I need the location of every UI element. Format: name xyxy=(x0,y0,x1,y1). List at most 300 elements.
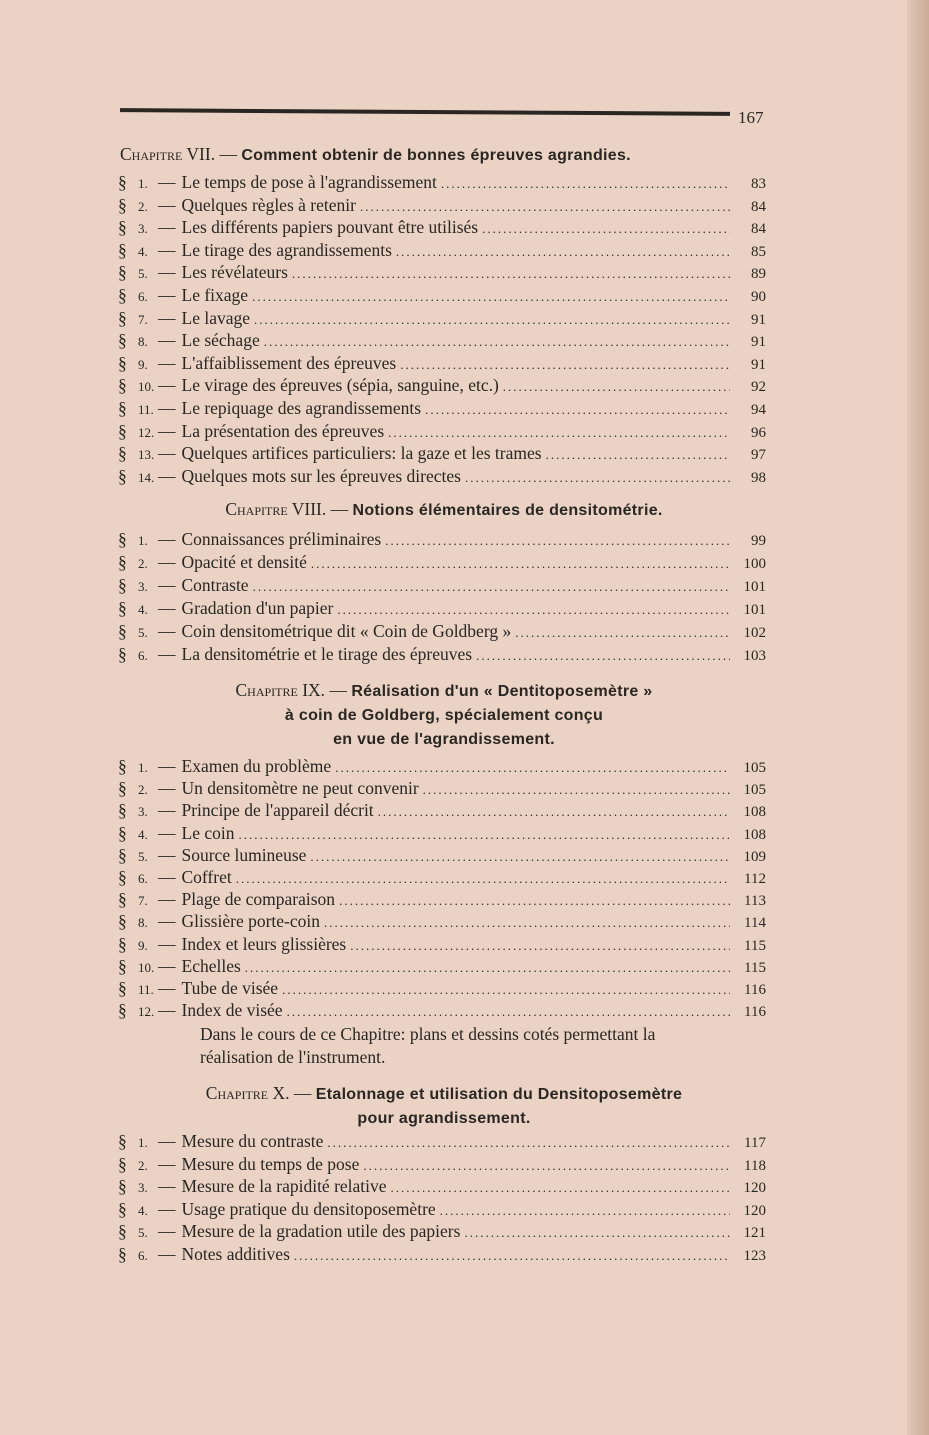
entry-number: 6. xyxy=(138,1247,148,1263)
entry-title: Le séchage xyxy=(181,330,260,351)
toc-entry[interactable] xyxy=(118,778,766,800)
leader-dots xyxy=(327,1135,730,1151)
leader-dots xyxy=(339,893,730,909)
section-symbol: § xyxy=(118,1153,127,1174)
section-symbol: § xyxy=(118,1243,127,1264)
entry-number: 3. xyxy=(138,1180,148,1196)
entry-title: Opacité et densité xyxy=(181,552,307,572)
toc-entry[interactable] xyxy=(118,552,766,575)
entry-dash: — xyxy=(158,1131,176,1151)
leader-dots xyxy=(350,938,730,954)
section-symbol: § xyxy=(118,1000,127,1021)
entry-page: 105 xyxy=(743,760,766,776)
entry-dash: — xyxy=(158,822,176,843)
toc-entry[interactable] xyxy=(118,466,766,489)
entry-page: 101 xyxy=(743,602,766,618)
header-rule xyxy=(120,108,730,116)
entry-dash: — xyxy=(158,443,176,464)
entry-page: 91 xyxy=(751,334,766,351)
section-symbol: § xyxy=(118,644,127,664)
toc-entry[interactable] xyxy=(118,529,766,552)
entry-dash: — xyxy=(158,598,176,618)
entry-page: 108 xyxy=(743,826,766,843)
entry-page: 101 xyxy=(743,579,766,595)
toc-entry[interactable] xyxy=(118,1131,766,1154)
section-symbol: § xyxy=(118,284,127,305)
entry-number: 11. xyxy=(138,981,154,997)
leader-dots xyxy=(324,915,730,931)
entry-number: 2. xyxy=(138,556,148,571)
entry-title: Examen du problème xyxy=(181,756,332,776)
leader-dots xyxy=(287,1004,730,1020)
entry-dash: — xyxy=(158,1243,176,1264)
entry-number: 14. xyxy=(138,469,155,485)
entry-title: Contraste xyxy=(181,575,249,595)
entry-title: Mesure du temps de pose xyxy=(181,1153,360,1174)
leader-dots xyxy=(396,244,730,260)
entry-title: Mesure de la gradation utile des papiers xyxy=(181,1221,461,1242)
entry-number: 2. xyxy=(138,1157,148,1173)
entry-page: 105 xyxy=(743,782,766,799)
entry-title: Le lavage xyxy=(181,307,250,328)
leader-dots xyxy=(363,1158,730,1174)
entry-dash: — xyxy=(158,217,176,238)
entry-title: Le repiquage des agrandissements xyxy=(181,397,422,418)
leader-dots xyxy=(425,402,730,418)
leader-dots xyxy=(294,1248,730,1264)
entry-dash: — xyxy=(158,194,176,215)
entry-dash: — xyxy=(158,330,176,351)
entry-dash: — xyxy=(158,1153,176,1174)
entry-page: 90 xyxy=(751,288,766,305)
section-symbol: § xyxy=(118,575,127,595)
toc-entry[interactable] xyxy=(118,800,766,822)
toc-entry[interactable] xyxy=(118,978,766,1000)
section-symbol: § xyxy=(118,217,127,238)
entry-number: 12. xyxy=(138,1004,155,1020)
toc-entry[interactable] xyxy=(118,956,766,978)
section-symbol: § xyxy=(118,194,127,215)
entry-title: Mesure de la rapidité relative xyxy=(181,1176,387,1197)
toc-entry[interactable] xyxy=(118,1244,766,1267)
toc-entry[interactable] xyxy=(118,1199,766,1222)
entry-title: Notes additives xyxy=(181,1243,290,1264)
toc-entry[interactable] xyxy=(118,1176,766,1199)
entry-dash: — xyxy=(158,977,176,998)
entry-number: 5. xyxy=(138,625,148,640)
toc-entry[interactable] xyxy=(118,867,766,889)
entry-number: 13. xyxy=(138,447,155,463)
toc-entry[interactable] xyxy=(118,889,766,911)
section-symbol: § xyxy=(118,955,127,976)
toc-entry[interactable] xyxy=(118,195,766,218)
chapter-heading xyxy=(120,143,768,167)
section-symbol: § xyxy=(118,1176,127,1197)
leader-dots xyxy=(388,425,730,441)
chapter-title: Comment obtenir de bonnes épreuves agrandies. xyxy=(241,147,631,164)
entry-title: Principe de l'appareil décrit xyxy=(181,800,374,821)
toc-entry[interactable] xyxy=(118,443,766,466)
leader-dots xyxy=(311,556,730,572)
toc-entry[interactable] xyxy=(118,330,766,353)
leader-dots xyxy=(476,648,730,664)
entry-dash: — xyxy=(158,172,176,192)
toc-entry[interactable] xyxy=(118,172,766,195)
entry-dash: — xyxy=(158,262,176,283)
entry-number: 7. xyxy=(138,893,148,909)
entry-title: Quelques artifices particuliers: la gaze et les trames xyxy=(181,443,542,464)
entry-page: 84 xyxy=(751,198,766,215)
leader-dots xyxy=(360,199,730,215)
entry-dash: — xyxy=(158,375,176,396)
chapter-heading xyxy=(120,1082,768,1130)
entry-page: 99 xyxy=(751,533,766,549)
section-symbol: § xyxy=(118,822,127,843)
leader-dots xyxy=(252,289,730,305)
entry-dash: — xyxy=(158,800,176,821)
section-symbol: § xyxy=(118,1198,127,1219)
entry-page: 102 xyxy=(743,625,766,641)
leader-dots xyxy=(282,982,730,998)
leader-dots xyxy=(546,447,730,463)
chapter-entries xyxy=(118,529,766,667)
chapter-heading-line xyxy=(120,679,768,703)
leader-dots xyxy=(292,266,730,282)
leader-dots xyxy=(515,625,730,641)
section-symbol: § xyxy=(118,330,127,351)
entry-page: 84 xyxy=(751,221,766,238)
toc-entry[interactable] xyxy=(118,598,766,621)
toc-entry[interactable] xyxy=(118,621,766,644)
leader-dots xyxy=(253,579,730,595)
entry-dash: — xyxy=(158,1000,176,1021)
chapter-label: Chapitre VII. xyxy=(120,144,216,164)
entry-dash: — xyxy=(158,575,176,595)
toc-entry[interactable] xyxy=(118,845,766,867)
entry-dash: — xyxy=(158,1176,176,1197)
toc-entry[interactable] xyxy=(118,823,766,845)
chapter-title: Etalonnage et utilisation du Densitoposemètre xyxy=(315,1086,683,1103)
toc-entry[interactable] xyxy=(118,308,766,331)
leader-dots xyxy=(464,1225,730,1241)
entry-number: 8. xyxy=(138,915,148,931)
entry-number: 3. xyxy=(138,804,148,820)
toc-entry[interactable] xyxy=(118,240,766,263)
section-symbol: § xyxy=(118,262,127,283)
entry-number: 2. xyxy=(138,198,148,214)
toc-entry[interactable] xyxy=(118,375,766,398)
entry-title: Glissière porte-coin xyxy=(181,911,320,932)
entry-title: Coin densitométrique dit « Coin de Goldberg » xyxy=(181,621,512,641)
entry-title: Connaissances préliminaires xyxy=(181,529,382,549)
toc-entry[interactable] xyxy=(118,1000,766,1022)
leader-dots xyxy=(238,827,730,843)
entry-number: 4. xyxy=(138,243,148,259)
section-symbol: § xyxy=(118,1131,127,1151)
entry-dash: — xyxy=(158,955,176,976)
leader-dots xyxy=(465,470,730,486)
leader-dots xyxy=(335,760,730,776)
chapter-title: pour agrandissement. xyxy=(357,1110,531,1127)
entry-dash: — xyxy=(158,911,176,932)
entry-page: 112 xyxy=(744,870,766,887)
toc-entry[interactable] xyxy=(118,575,766,598)
entry-dash: — xyxy=(158,866,176,887)
entry-title: Le tirage des agrandissements xyxy=(181,239,392,260)
leader-dots xyxy=(440,1203,730,1219)
toc-entry[interactable] xyxy=(118,1154,766,1177)
section-symbol: § xyxy=(118,552,127,572)
section-symbol: § xyxy=(118,529,127,549)
toc-entry[interactable] xyxy=(118,421,766,444)
entry-title: Echelles xyxy=(181,955,241,976)
entry-page: 108 xyxy=(743,804,766,821)
entry-title: L'affaiblissement des épreuves xyxy=(181,352,397,373)
entry-title: Les différents papiers pouvant être utilisés xyxy=(181,217,479,238)
entry-dash: — xyxy=(158,552,176,572)
section-symbol: § xyxy=(118,756,127,776)
section-symbol: § xyxy=(118,598,127,618)
entry-page: 100 xyxy=(743,556,766,572)
chapter-heading-line xyxy=(120,143,768,167)
chapter-title: à coin de Goldberg, spécialement conçu xyxy=(284,707,604,724)
toc-entry[interactable] xyxy=(118,262,766,285)
entry-number: 3. xyxy=(138,221,148,237)
leader-dots xyxy=(482,221,730,237)
toc-entry[interactable] xyxy=(118,934,766,956)
entry-number: 6. xyxy=(138,648,148,663)
entry-page: 97 xyxy=(751,447,766,464)
leader-dots xyxy=(503,379,730,395)
entry-dash: — xyxy=(158,352,176,373)
section-symbol: § xyxy=(118,911,127,932)
entry-title: Les révélateurs xyxy=(181,262,288,283)
entry-number: 9. xyxy=(138,937,148,953)
entry-number: 10. xyxy=(138,379,155,395)
entry-number: 3. xyxy=(138,579,148,594)
entry-page: 116 xyxy=(744,1004,766,1021)
section-symbol: § xyxy=(118,239,127,260)
entry-number: 4. xyxy=(138,1202,148,1218)
entry-dash: — xyxy=(158,239,176,260)
heading-dash: — xyxy=(219,144,237,164)
heading-dash: — xyxy=(293,1083,312,1103)
entry-page: 83 xyxy=(751,176,766,192)
entry-number: 2. xyxy=(138,782,148,798)
entry-number: 4. xyxy=(138,602,148,617)
entry-page: 98 xyxy=(751,469,766,486)
chapter-heading-line xyxy=(120,727,768,751)
entry-number: 1. xyxy=(138,533,148,548)
chapter-heading xyxy=(120,679,768,751)
entry-number: 10. xyxy=(138,959,155,975)
entry-dash: — xyxy=(158,621,176,641)
section-symbol: § xyxy=(118,443,127,464)
chapter-heading-line xyxy=(120,1106,768,1130)
section-symbol: § xyxy=(118,172,127,192)
entry-page: 117 xyxy=(744,1135,766,1151)
entry-number: 7. xyxy=(138,311,148,327)
heading-dash: — xyxy=(329,680,347,700)
entry-dash: — xyxy=(158,420,176,441)
toc-entry[interactable] xyxy=(118,756,766,778)
entry-number: 5. xyxy=(138,266,148,282)
section-symbol: § xyxy=(118,465,127,486)
chapter-title: Notions élémentaires de densitométrie. xyxy=(352,502,663,519)
entry-title: Index de visée xyxy=(181,1000,283,1021)
entry-number: 9. xyxy=(138,356,148,372)
entry-dash: — xyxy=(158,644,176,664)
chapter-label: Chapitre VIII. xyxy=(225,499,327,519)
entry-dash: — xyxy=(158,756,176,776)
entry-number: 5. xyxy=(138,848,148,864)
section-symbol: § xyxy=(118,977,127,998)
entry-title: Le virage des épreuves (sépia, sanguine, etc.) xyxy=(181,375,499,396)
entry-page: 85 xyxy=(751,243,766,260)
toc-entry[interactable] xyxy=(118,285,766,308)
entry-dash: — xyxy=(158,307,176,328)
entry-dash: — xyxy=(158,933,176,954)
entry-page: 94 xyxy=(751,401,766,418)
leader-dots xyxy=(385,533,730,549)
entry-dash: — xyxy=(158,397,176,418)
section-symbol: § xyxy=(118,307,127,328)
entry-dash: — xyxy=(158,778,176,799)
section-symbol: § xyxy=(118,933,127,954)
chapter-note: Dans le cours de ce Chapitre: plans et dessins cotés permettant la réalisation de l'instrument. xyxy=(200,1024,656,1067)
entry-page: 115 xyxy=(744,937,766,954)
entry-title: Le temps de pose à l'agrandissement xyxy=(181,172,437,192)
chapter-heading-line xyxy=(120,498,768,522)
entry-title: Gradation d'un papier xyxy=(181,598,334,618)
entry-page: 113 xyxy=(744,893,766,910)
section-symbol: § xyxy=(118,352,127,373)
entry-dash: — xyxy=(158,1198,176,1219)
section-symbol: § xyxy=(118,1221,127,1242)
chapter-label: Chapitre X. xyxy=(205,1083,290,1103)
toc-entry[interactable] xyxy=(118,353,766,376)
leader-dots xyxy=(245,960,730,976)
entry-title: Le fixage xyxy=(181,284,249,305)
entry-title: La présentation des épreuves xyxy=(181,420,385,441)
entry-page: 116 xyxy=(744,981,766,998)
toc-entry[interactable] xyxy=(118,217,766,240)
entry-number: 5. xyxy=(138,1225,148,1241)
chapter-entries xyxy=(118,172,766,488)
entry-number: 1. xyxy=(138,176,148,191)
entry-title: Quelques règles à retenir xyxy=(181,194,356,215)
entry-dash: — xyxy=(158,284,176,305)
section-symbol: § xyxy=(118,621,127,641)
section-symbol: § xyxy=(118,866,127,887)
toc-entry[interactable] xyxy=(118,911,766,933)
leader-dots xyxy=(264,334,730,350)
leader-dots xyxy=(254,312,730,328)
leader-dots xyxy=(337,602,730,618)
toc-entry[interactable] xyxy=(118,1221,766,1244)
leader-dots xyxy=(378,804,730,820)
chapter-heading-line xyxy=(120,703,768,727)
entry-dash: — xyxy=(158,1221,176,1242)
entry-page: 96 xyxy=(751,424,766,441)
entry-title: Usage pratique du densitoposemètre xyxy=(181,1198,436,1219)
section-symbol: § xyxy=(118,397,127,418)
entry-number: 6. xyxy=(138,870,148,886)
entry-title: Source lumineuse xyxy=(181,844,307,865)
entry-page: 115 xyxy=(744,959,766,976)
entry-number: 8. xyxy=(138,334,148,350)
entry-page: 120 xyxy=(743,1202,766,1219)
chapter-heading-line xyxy=(120,1082,768,1106)
toc-entry[interactable] xyxy=(118,644,766,667)
section-symbol: § xyxy=(118,778,127,799)
entry-page: 103 xyxy=(743,648,766,664)
entry-page: 91 xyxy=(751,311,766,328)
page-number: 167 xyxy=(738,108,764,127)
leader-dots xyxy=(400,357,730,373)
entry-page: 123 xyxy=(743,1247,766,1264)
leader-dots xyxy=(441,176,730,192)
entry-page: 121 xyxy=(743,1225,766,1242)
section-symbol: § xyxy=(118,420,127,441)
section-symbol: § xyxy=(118,375,127,396)
leader-dots xyxy=(423,782,730,798)
entry-page: 91 xyxy=(751,356,766,373)
leader-dots xyxy=(236,871,730,887)
entry-dash: — xyxy=(158,529,176,549)
chapter-heading xyxy=(120,498,768,522)
page-edge xyxy=(907,0,929,1435)
entry-number: 12. xyxy=(138,424,155,440)
entry-title: Un densitomètre ne peut convenir xyxy=(181,778,419,799)
entry-title: La densitométrie et le tirage des épreuves xyxy=(181,644,473,664)
section-symbol: § xyxy=(118,844,127,865)
entry-number: 1. xyxy=(138,1135,148,1150)
entry-title: Quelques mots sur les épreuves directes xyxy=(181,465,461,486)
entry-number: 4. xyxy=(138,826,148,842)
entry-number: 6. xyxy=(138,288,148,304)
entry-number: 11. xyxy=(138,401,154,417)
chapter-label: Chapitre IX. xyxy=(235,680,326,700)
entry-title: Mesure du contraste xyxy=(181,1131,324,1151)
section-symbol: § xyxy=(118,889,127,910)
leader-dots xyxy=(391,1180,730,1196)
chapter-entries xyxy=(118,1131,766,1267)
entry-page: 92 xyxy=(751,379,766,396)
section-symbol: § xyxy=(118,800,127,821)
chapter-title: en vue de l'agrandissement. xyxy=(333,731,555,748)
entry-dash: — xyxy=(158,889,176,910)
toc-entry[interactable] xyxy=(118,398,766,421)
entry-page: 109 xyxy=(743,848,766,865)
heading-dash: — xyxy=(330,499,349,519)
entry-page: 120 xyxy=(743,1180,766,1197)
entry-title: Le coin xyxy=(181,822,235,843)
entry-title: Coffret xyxy=(181,866,232,887)
entry-title: Tube de visée xyxy=(181,977,279,998)
entry-page: 89 xyxy=(751,266,766,283)
entry-number: 1. xyxy=(138,760,148,775)
entry-title: Plage de comparaison xyxy=(181,889,336,910)
entry-title: Index et leurs glissières xyxy=(181,933,347,954)
chapter-title: Réalisation d'un « Dentitoposemètre » xyxy=(351,683,653,700)
entry-dash: — xyxy=(158,844,176,865)
entry-dash: — xyxy=(158,465,176,486)
entry-page: 118 xyxy=(744,1157,766,1174)
chapter-entries xyxy=(118,756,766,1022)
leader-dots xyxy=(310,849,730,865)
entry-page: 114 xyxy=(744,915,766,932)
